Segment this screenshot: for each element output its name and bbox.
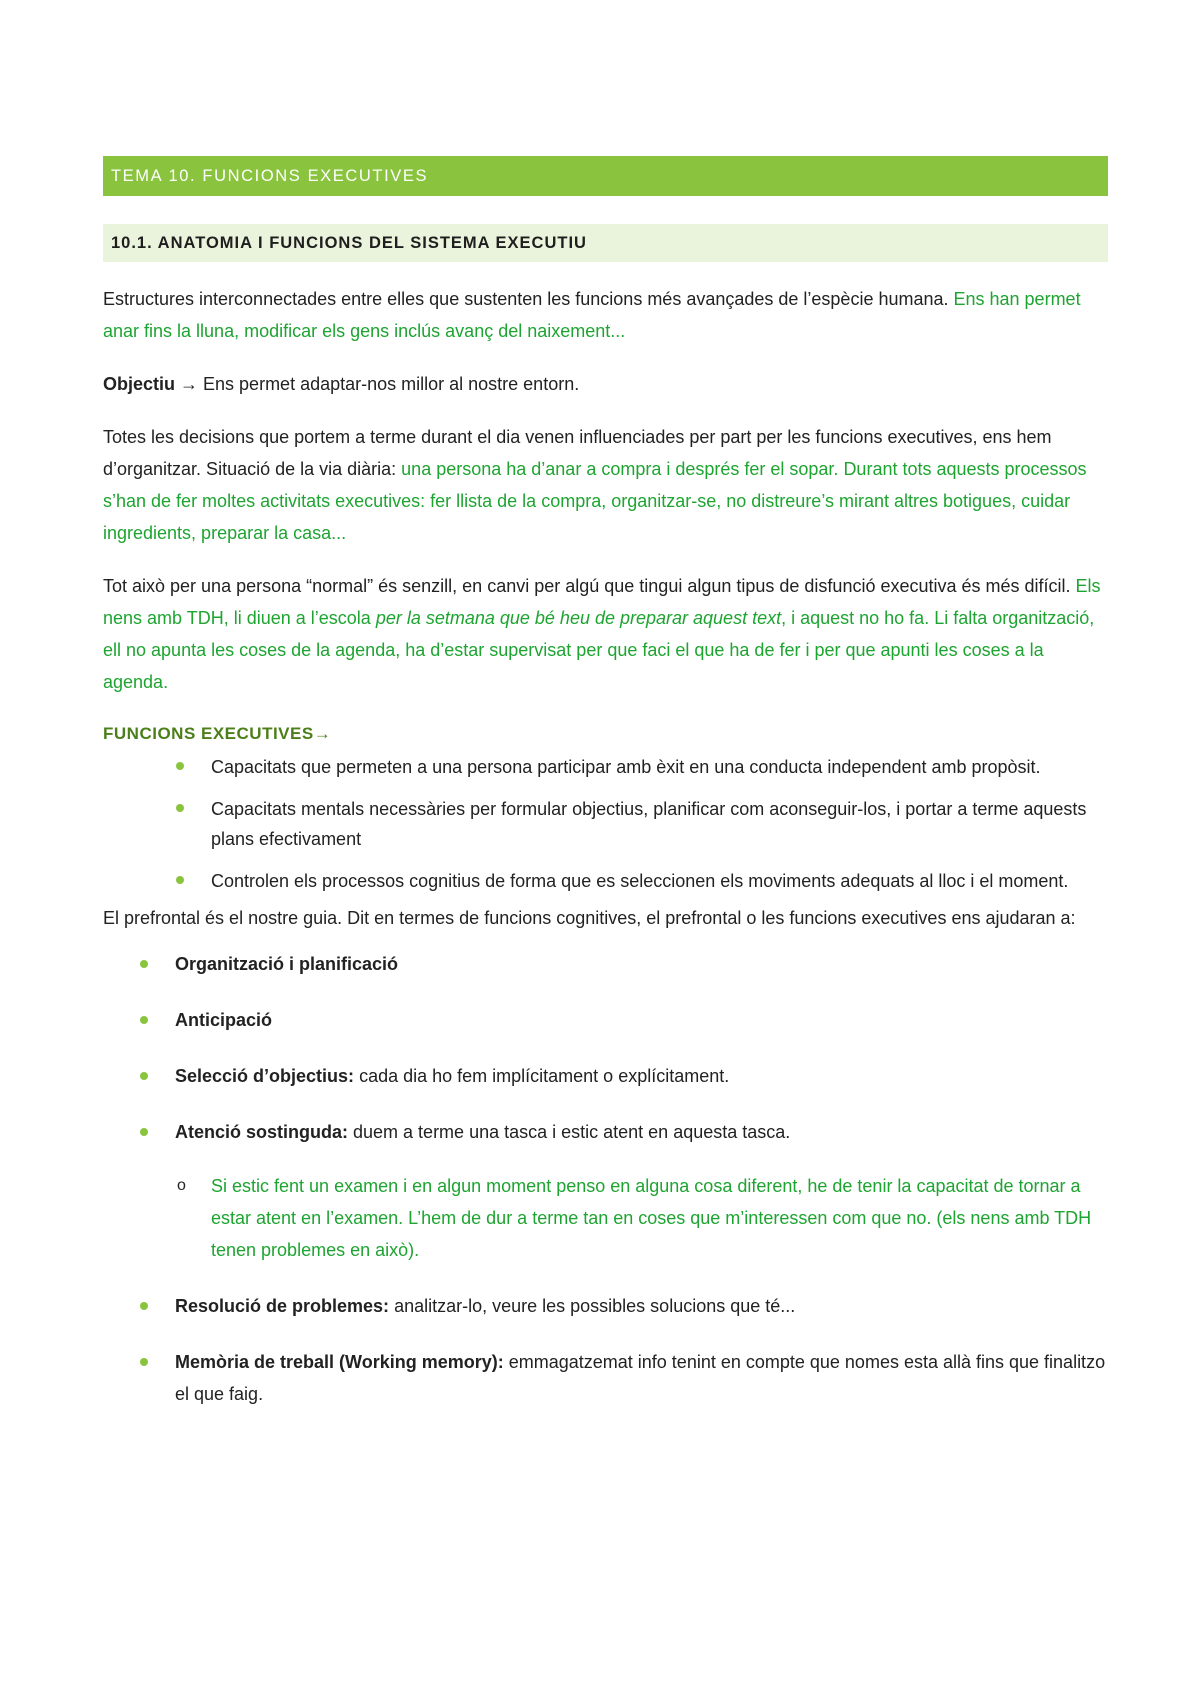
definitions-list bbox=[211, 752, 1108, 896]
bullet-icon bbox=[140, 1302, 148, 1310]
intro-text: Estructures interconnectades entre elles que sustenten les funcions més avançades de l’espècie humana. bbox=[103, 289, 954, 309]
bullet-icon bbox=[176, 762, 184, 770]
objective-text: Ens permet adaptar-nos millor al nostre entorn. bbox=[198, 374, 580, 394]
paragraph-objective bbox=[103, 368, 1108, 400]
list-item-label: Selecció d’objectius: bbox=[175, 1066, 355, 1086]
list-item-text: duem a terme una tasca i estic atent en aquesta tasca. bbox=[348, 1122, 791, 1142]
list-item bbox=[211, 866, 1108, 896]
chapter-heading: TEMA 10. FUNCIONS EXECUTIVES bbox=[103, 156, 1108, 196]
sub-list-item bbox=[177, 1170, 1108, 1266]
tdh-example-italic: per la setmana que bé heu de preparar aquest text bbox=[375, 608, 782, 628]
list-item-text: Capacitats mentals necessàries per formular objectius, planificar com aconseguir-los, i portar a terme aquests plans efectivament bbox=[211, 799, 1087, 849]
paragraph-prefrontal: El prefrontal és el nostre guia. Dit en termes de funcions cognitives, el prefrontal o les funcions executives ens ajudaran a: bbox=[103, 908, 1076, 928]
bullet-icon bbox=[176, 876, 184, 884]
bullet-icon bbox=[140, 1016, 148, 1024]
sub-list-text: Si estic fent un examen i en algun moment penso en alguna cosa diferent, he de tenir la capacitat de tornar a estar atent en l’examen. L’hem de dur a terme tan en coses que m’interessen com que no. (els nens amb TDH tenen problemes en això). bbox=[211, 1176, 1092, 1260]
list-item bbox=[175, 1346, 1108, 1410]
list-item-label: Anticipació bbox=[175, 1010, 273, 1030]
intro-example: Ens han permet anar fins la lluna, modificar els gens inclús avanç del naixement... bbox=[103, 289, 1081, 341]
arrow-icon: → bbox=[180, 374, 199, 394]
bullet-icon bbox=[140, 1128, 148, 1136]
list-item-text: cada dia ho fem implícitament o explícitament. bbox=[354, 1066, 730, 1086]
document-content bbox=[103, 156, 1108, 1434]
tdh-text: Tot això per una persona “normal” és senzill, en canvi per algú que tingui algun tipus de disfunció executiva és més difícil. bbox=[103, 576, 1076, 596]
list-item bbox=[175, 1060, 1108, 1092]
list-item bbox=[175, 1290, 1108, 1322]
decisions-text: Totes les decisions que portem a terme durant el dia venen influenciades per part per les funcions executives, ens hem d’organitzar. Situació de la via diària: bbox=[103, 427, 1052, 479]
objective-label: Objectiu bbox=[103, 374, 176, 394]
tdh-example-2: , i aquest no ho fa. Li falta organització, ell no apunta les coses de la agenda, ha d’estar supervisat per que faci el que ha de fer i per que apunti les coses a la agenda. bbox=[103, 608, 1095, 692]
paragraph-intro bbox=[103, 283, 1108, 347]
tdh-example-1: Els nens amb TDH, li diuen a l’escola bbox=[103, 576, 1101, 628]
circle-bullet-icon: o bbox=[177, 1177, 186, 1194]
list-item-label: Memòria de treball (Working memory): bbox=[175, 1352, 504, 1372]
paragraph-decisions bbox=[103, 421, 1108, 549]
list-item bbox=[211, 794, 1108, 854]
list-item-label: Resolució de problemes: bbox=[175, 1296, 390, 1316]
list-item bbox=[175, 1004, 1108, 1036]
bullet-icon bbox=[140, 1358, 148, 1366]
list-item-label: Atenció sostinguda: bbox=[175, 1122, 349, 1142]
subheading-label: FUNCIONS EXECUTIVES bbox=[103, 724, 314, 743]
paragraph-tdh bbox=[103, 570, 1108, 698]
list-item bbox=[175, 948, 1108, 980]
section-heading: 10.1. ANATOMIA I FUNCIONS DEL SISTEMA EXECUTIU bbox=[103, 224, 1108, 262]
list-item-text: Capacitats que permeten a una persona participar amb èxit en una conducta independent amb propòsit. bbox=[211, 757, 1041, 777]
list-item-text: analitzar-lo, veure les possibles solucions que té... bbox=[389, 1296, 796, 1316]
list-item-text: Controlen els processos cognitius de forma que es seleccionen els moviments adequats al lloc i el moment. bbox=[211, 871, 1069, 891]
list-item-text: emmagatzemat info tenint en compte que nomes esta allà fins que finalitzo el que faig. bbox=[175, 1352, 1106, 1404]
list-item-label: Organització i planificació bbox=[175, 954, 399, 974]
bullet-icon bbox=[176, 804, 184, 812]
functions-list bbox=[175, 948, 1108, 1410]
bullet-icon bbox=[140, 1072, 148, 1080]
arrow-icon: → bbox=[313, 724, 332, 743]
list-item bbox=[211, 752, 1108, 782]
subheading-executive-functions bbox=[103, 718, 1108, 750]
decisions-example: una persona ha d’anar a compra i després fer el sopar. Durant tots aquests processos s’han de fer moltes activitats executives: fer llista de la compra, organitzar-se, no distreure’s mirant altres botigues, cuidar ingredients, preparar la casa... bbox=[103, 459, 1087, 543]
bullet-icon bbox=[140, 960, 148, 968]
list-item bbox=[175, 1116, 1108, 1266]
